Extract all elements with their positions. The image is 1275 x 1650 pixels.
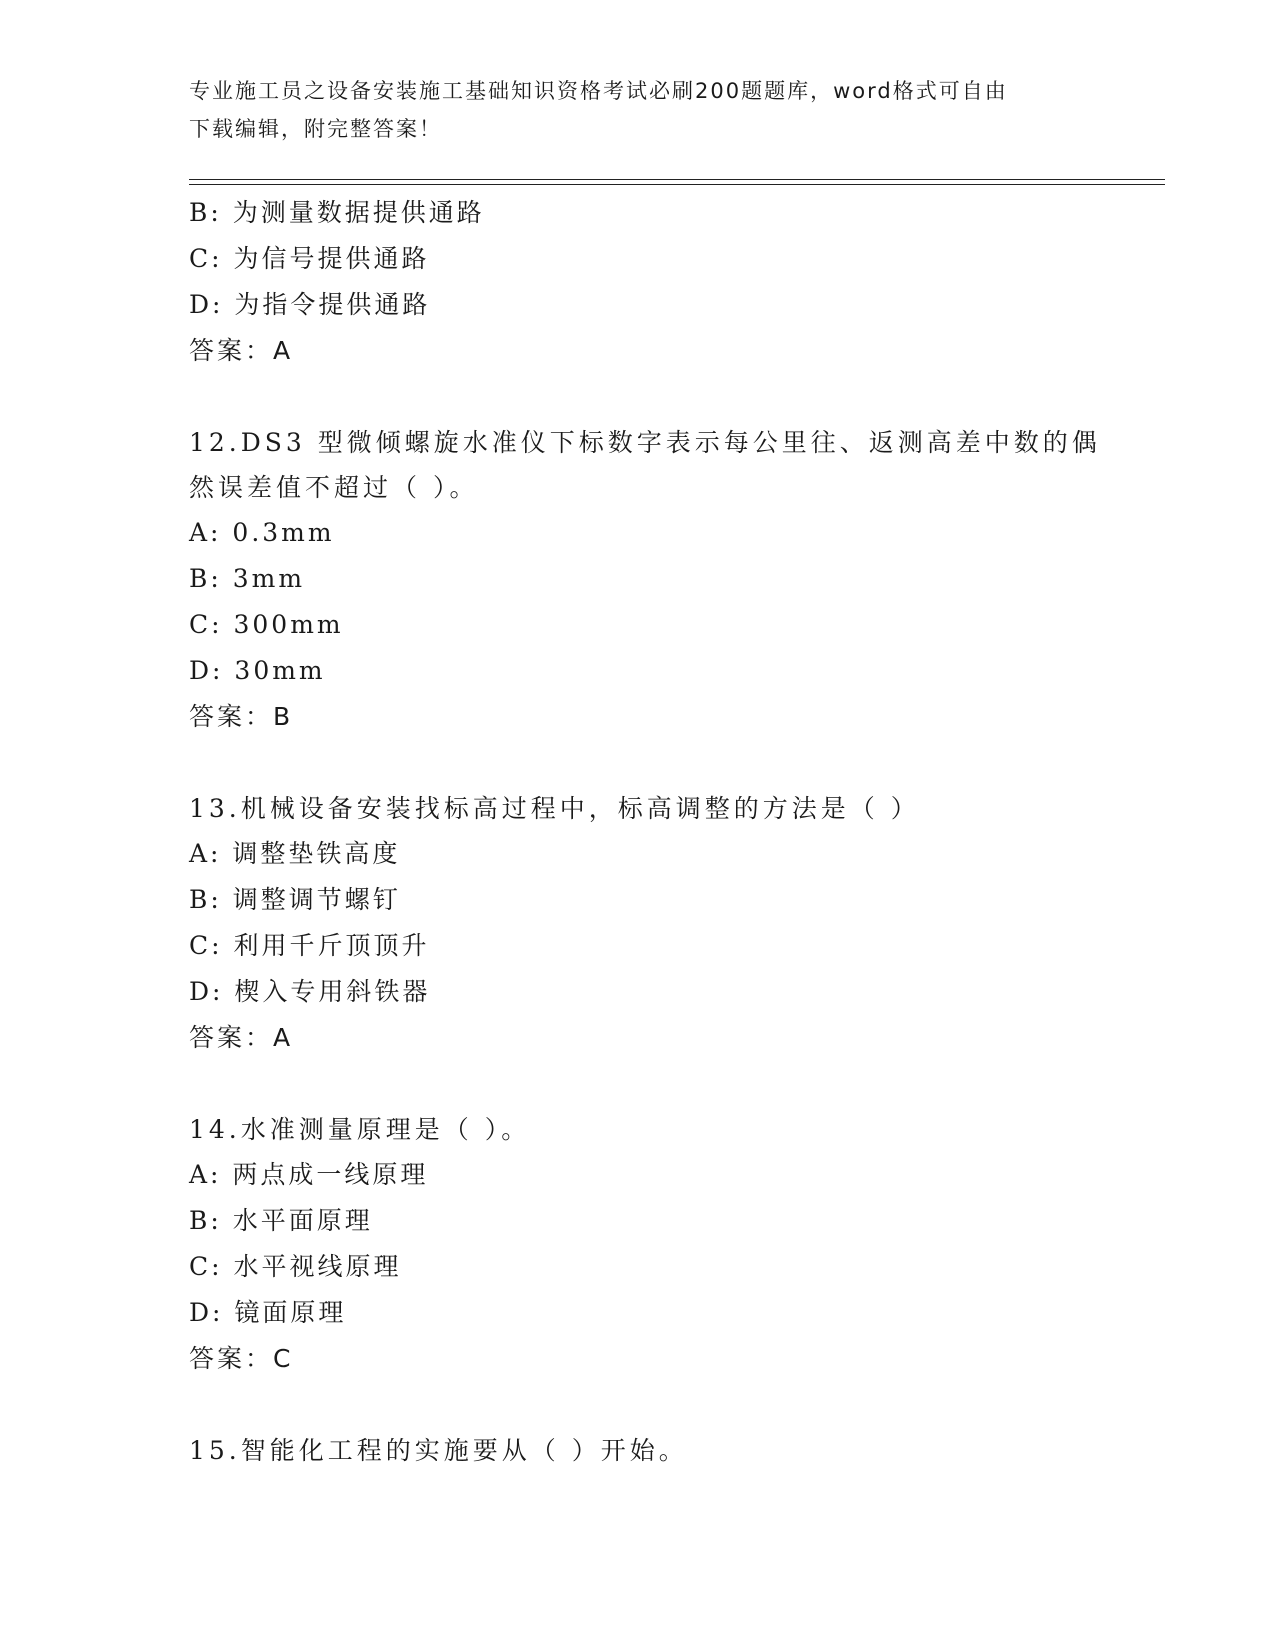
option-b: B: 水平面原理 — [189, 1206, 373, 1235]
question-12 — [189, 420, 1101, 740]
option-d: D: 镜面原理 — [189, 1298, 347, 1327]
option-a: A: 调整垫铁高度 — [189, 839, 401, 868]
question-stem-line: 13.机械设备安装找标高过程中，标高调整的方法是（ ） — [189, 794, 920, 823]
spacer — [189, 740, 1089, 786]
question-stem-line: 12.DS3 型微倾螺旋水准仪下标数字表示每公里往、返测高差中数的偶 — [189, 428, 1101, 457]
question-14 — [189, 1107, 1089, 1382]
document-body — [189, 190, 1101, 1473]
header-title-line-2: 下载编辑，附完整答案！ — [189, 117, 442, 141]
question-15 — [189, 1428, 1089, 1473]
answer-line: 答案：A — [189, 1023, 294, 1052]
option-a: A: 0.3mm — [189, 518, 335, 547]
option-c: C: 为信号提供通路 — [189, 244, 430, 273]
option-d: D: 为指令提供通路 — [189, 290, 431, 319]
answer-line: 答案：C — [189, 1344, 294, 1373]
spacer — [189, 1061, 1089, 1107]
question-stem-line: 15.智能化工程的实施要从（ ）开始。 — [189, 1436, 688, 1465]
option-d: D: 30mm — [189, 656, 326, 685]
answer-line: 答案：B — [189, 702, 294, 731]
option-b: B: 调整调节螺钉 — [189, 885, 401, 914]
spacer — [189, 374, 1089, 420]
option-b: B: 为测量数据提供通路 — [189, 198, 485, 227]
option-c: C: 利用千斤顶顶升 — [189, 931, 430, 960]
spacer — [189, 1382, 1089, 1428]
question-stem-line: 然误差值不超过（ ）。 — [189, 473, 479, 502]
option-a: A: 两点成一线原理 — [189, 1160, 429, 1189]
question-11-continuation — [189, 190, 1089, 374]
header-title-line-1: 专业施工员之设备安装施工基础知识资格考试必刷200题题库，word格式可自由 — [189, 79, 1008, 103]
header-divider-top — [189, 179, 1165, 180]
option-d: D: 楔入专用斜铁器 — [189, 977, 431, 1006]
option-c: C: 300mm — [189, 610, 344, 639]
header-divider-bottom — [189, 184, 1165, 185]
answer-line: 答案：A — [189, 336, 294, 365]
document-header — [189, 72, 1089, 148]
question-13 — [189, 786, 1089, 1061]
option-b: B: 3mm — [189, 564, 306, 593]
question-stem-line: 14.水准测量原理是（ ）。 — [189, 1115, 531, 1144]
option-c: C: 水平视线原理 — [189, 1252, 402, 1281]
